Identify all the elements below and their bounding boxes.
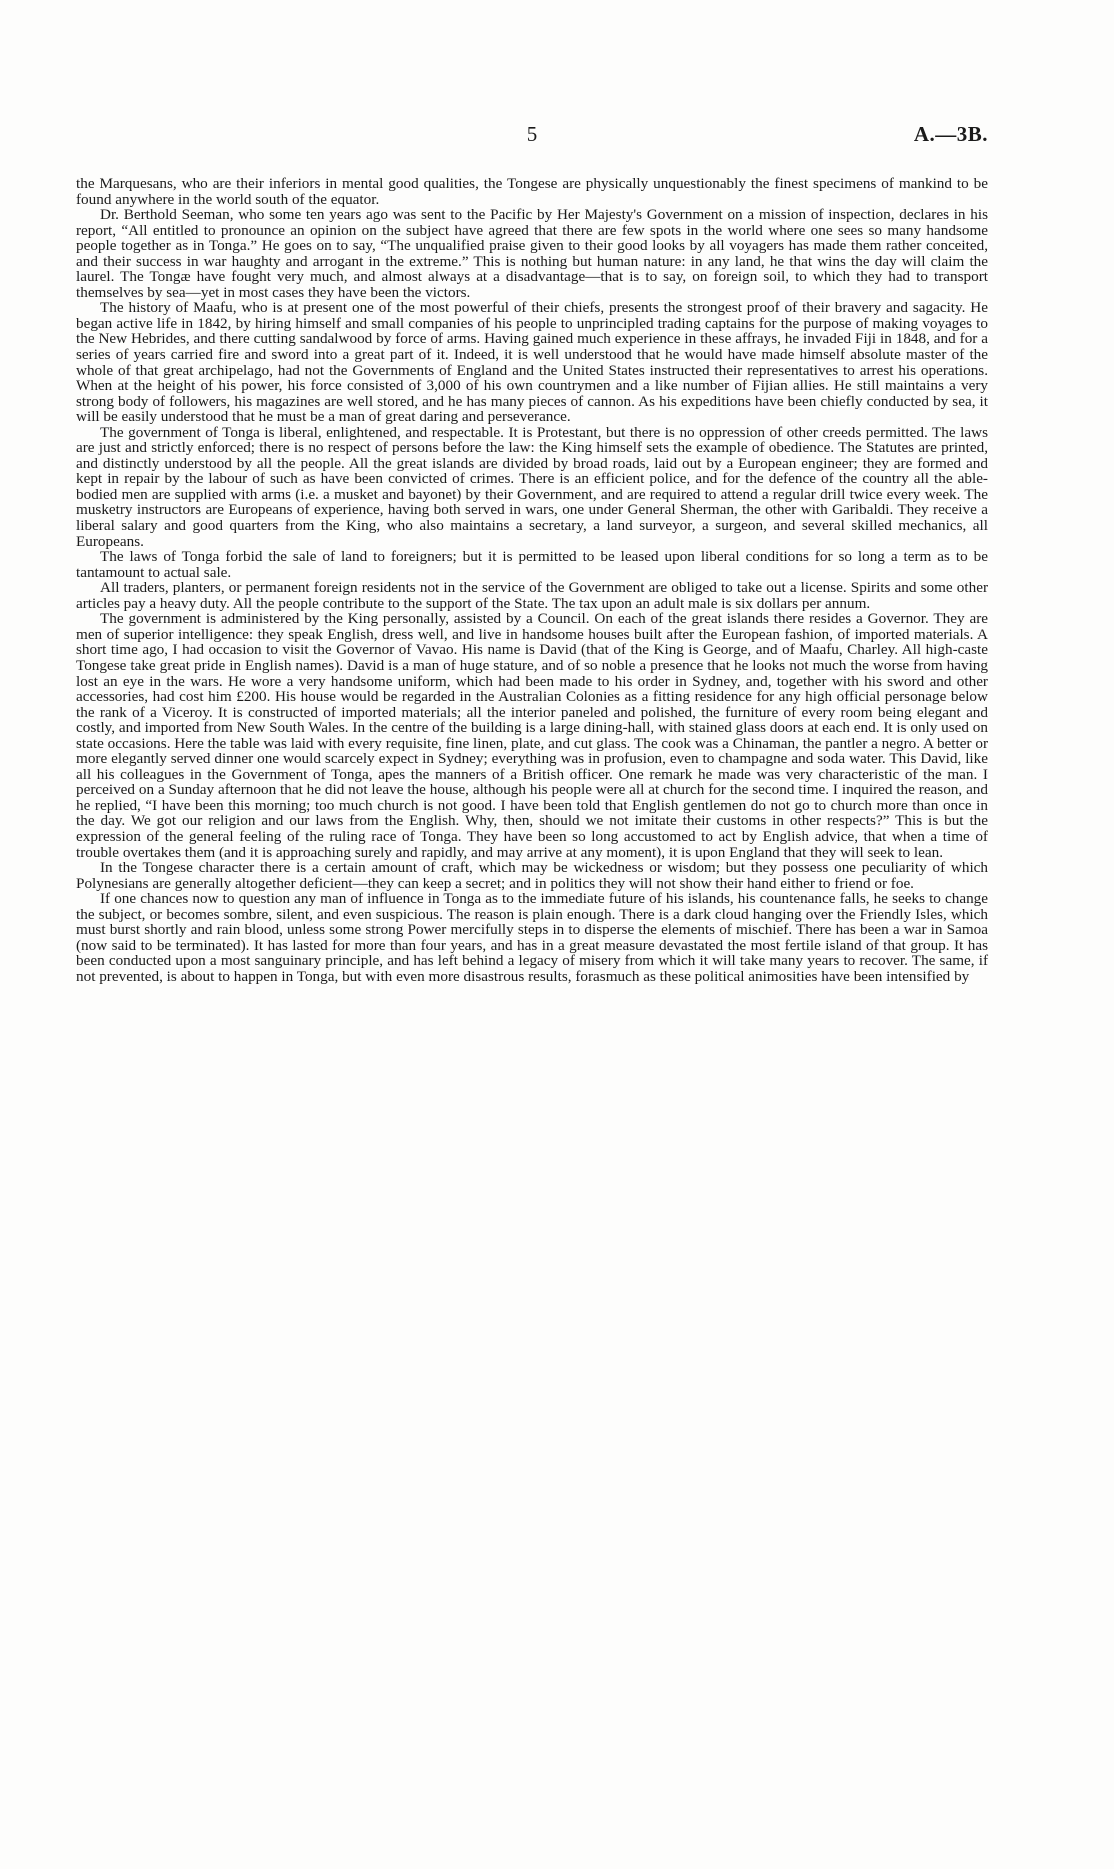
paragraph: Dr. Berthold Seeman, who some ten years ago was sent to the Pacific by Her Majesty's Government on a mission of inspection, declares in his report, “All entitled to pronounce an opinion on the subject have agreed that there are few spots in the world where one sees so many handsome people together as in Tonga.” He goes on to say, “The unqualified praise given to their good looks by all voyagers has made them rather conceited, and their success in war haughty and arrogant in the extreme.” This is nothing but human nature: in any land, he that wins the day will claim the laurel. The Tongæ have fought very much, and almost always at a disadvantage—that is to say, on foreign soil, to which they had to transport themselves by sea—yet in most cases they have been the victors.: [76, 206, 988, 301]
paragraph: If one chances now to question any man of influence in Tonga as to the immediate future of his islands, his countenance falls, he seeks to change the subject, or becomes sombre, silent, and even suspicious. The reason is plain enough. There is a dark cloud hanging over the Friendly Isles, which must burst shortly and rain blood, unless some strong Power mercifully steps in to disperse the elements of mischief. There has been a war in Samoa (now said to be terminated). It has lasted for more than four years, and has in a great measure devastated the most fertile island of that group. It has been conducted upon a most sanguinary principle, and has left behind a legacy of misery from which it will take many years to recover. The same, if not prevented, is about to happen in Tonga, but with even more disastrous results, forasmuch as these political animosities have been intensified by: [76, 890, 988, 985]
body-text: [76, 176, 988, 984]
paragraph: the Marquesans, who are their inferiors in mental good qualities, the Tongese are physically unquestionably the finest specimens of mankind to be found anywhere in the world south of the equator.: [76, 175, 988, 208]
paragraph: In the Tongese character there is a certain amount of craft, which may be wickedness or wisdom; but they possess one peculiarity of which Polynesians are generally altogether deficient—they can keep a secret; and in politics they will not show their hand either to friend or foe.: [76, 859, 988, 892]
document-reference: A.—3B.: [913, 122, 988, 146]
page-number: 5: [526, 122, 538, 146]
paragraph: The government of Tonga is liberal, enlightened, and respectable. It is Protestant, but there is no oppression of other creeds permitted. The laws are just and strictly enforced; there is no respect of persons before the law: the King himself sets the example of obedience. The Statutes are printed, and distinctly understood by all the people. All the great islands are divided by broad roads, laid out by a European engineer; they are formed and kept in repair by the labour of such as have been convicted of crimes. There is an efficient police, and for the defence of the country all the able-bodied men are supplied with arms (i.e. a musket and bayonet) by their Government, and are required to attend a regular drill twice every week. The musketry instructors are Europeans of experience, having both served in wars, one under General Sherman, the other with Garibaldi. They receive a liberal salary and good quarters from the King, who also maintains a secretary, a land surveyor, a surgeon, and several skilled mechanics, all Europeans.: [76, 423, 988, 550]
paragraph: The government is administered by the King personally, assisted by a Council. On each of the great islands there resides a Governor. They are men of superior intelligence: they speak English, dress well, and live in handsome houses built after the European fashion, of imported materials. A short time ago, I had occasion to visit the Governor of Vavao. His name is David (that of the King is George, and of Maafu, Charley. All high-caste Tongese take great pride in English names). David is a man of huge stature, and of so noble a presence that he looks not much the worse from having lost an eye in the wars. He wore a very handsome uniform, which had been made to his order in Sydney, and, together with his sword and other accessories, had cost him £200. His house would be regarded in the Australian Colonies as a fitting residence for any high official personage below the rank of a Viceroy. It is constructed of imported materials; all the interior paneled and polished, the furniture of every room being elegant and costly, and imported from New South Wales. In the centre of the building is a large dining-hall, with stained glass doors at each end. It is only used on state occasions. Here the table was laid with every requisite, fine linen, plate, and cut glass. The cook was a Chinaman, the pantler a negro. A better or more elegantly served dinner one would scarcely expect in Sydney; everything was in profusion, even to champagne and soda water. This David, like all his colleagues in the Government of Tonga, apes the manners of a British officer. One remark he made was very characteristic of the man. I perceived on a Sunday afternoon that he did not leave the house, although his people were all at church for the second time. I inquired the reason, and he replied, “I have been this morning; too much church is not good. I have been told that English gentlemen do not go to church more than once in the day. We got our religion and our laws from the English. Why, then, should we not imitate their customs in other respects?” This is but the expression of the general feeling of the ruling race of Tonga. They have been so long accustomed to act by English advice, that when a time of trouble overtakes them (and it is approaching surely and rapidly, and may arrive at any moment), it is upon England that they will seek to lean.: [76, 610, 988, 861]
paragraph: The laws of Tonga forbid the sale of land to foreigners; but it is permitted to be leased upon liberal conditions for so long a term as to be tantamount to actual sale.: [76, 548, 988, 581]
paragraph: All traders, planters, or permanent foreign residents not in the service of the Government are obliged to take out a license. Spirits and some other articles pay a heavy duty. All the people contribute to the support of the State. The tax upon an adult male is six dollars per annum.: [76, 579, 988, 612]
paragraph: The history of Maafu, who is at present one of the most powerful of their chiefs, presents the strongest proof of their bravery and sagacity. He began active life in 1842, by hiring himself and small companies of his people to unprincipled trading captains for the purpose of making voyages to the New Hebrides, and there cutting sandalwood by force of arms. Having gained much experience in these affrays, he invaded Fiji in 1848, and for a series of years carried fire and sword into a great part of it. Indeed, it is well understood that he would have made himself absolute master of the whole of that great archipelago, had not the Governments of England and the United States instructed their representatives to arrest his operations. When at the height of his power, his force consisted of 3,000 of his own countrymen and a like number of Fijian allies. He still maintains a very strong body of followers, his magazines are well stored, and he has many pieces of cannon. As his expeditions have been chiefly conducted by sea, it will be easily understood that he must be a man of great daring and perseverance.: [76, 299, 988, 426]
page-header: [76, 122, 988, 152]
